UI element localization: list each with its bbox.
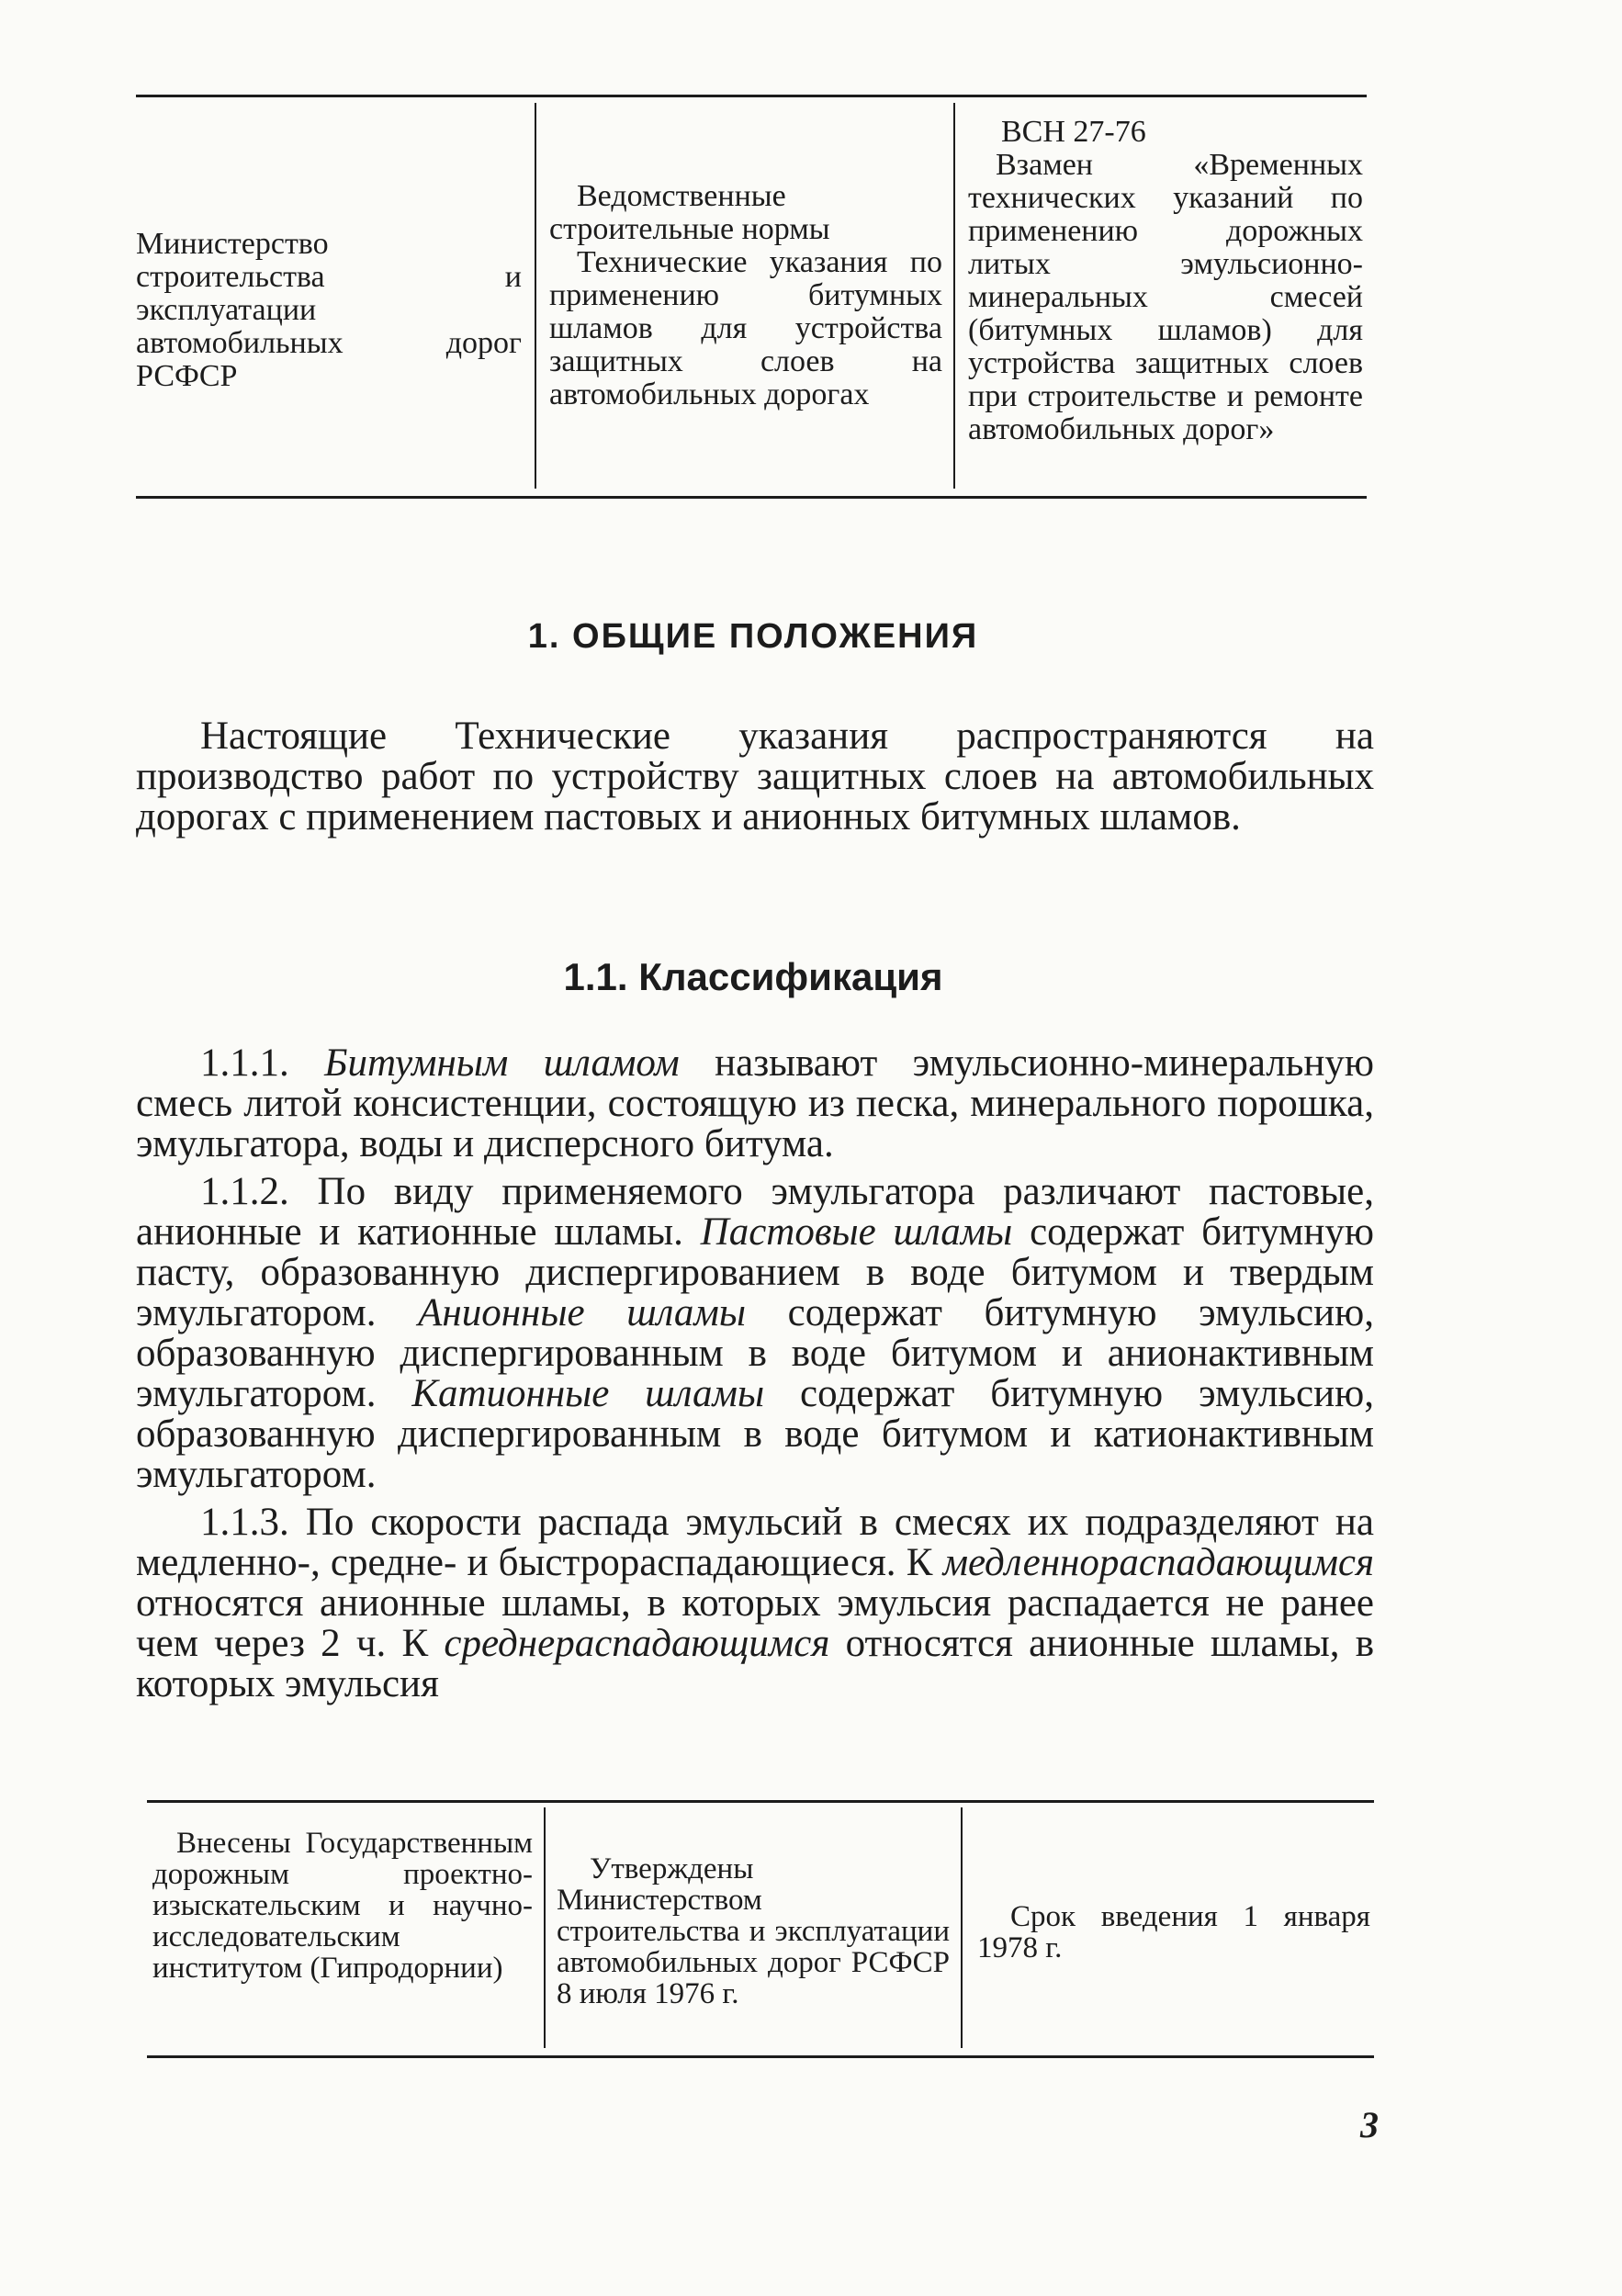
paragraph-1-1-2 (136, 1172, 1374, 1495)
paragraph-1-1-1 (136, 1043, 1374, 1165)
submitted-text: Внесены Государственным дорожным проектно-изыскательским и научно-исследовательским институтом (Гипродорнии) (152, 1827, 533, 1985)
p3-text-c: относятся анионные шламы, в которых эмульсия (136, 1622, 1375, 1705)
p3-term-medium: среднераспадающимся (444, 1622, 830, 1665)
header-divider-2 (953, 103, 955, 489)
footer-divider-2 (961, 1807, 963, 2048)
header-divider-1 (535, 103, 536, 489)
footer-divider-1 (544, 1807, 546, 2048)
header-bottom-rule (136, 496, 1367, 499)
subsection-title: 1.1. Классификация (563, 955, 943, 998)
p2-text-a: 1.1.2. По виду применяемого эмульгатора различают пастовые, анионные и катионные шламы. (136, 1170, 1374, 1254)
p1-number: 1.1.1. (200, 1041, 289, 1085)
classification-text (136, 1043, 1374, 1712)
paragraph-1-1-3 (136, 1503, 1374, 1705)
header-top-rule (136, 95, 1367, 97)
section-title: 1. ОБЩИЕ ПОЛОЖЕНИЯ (527, 617, 979, 656)
norms-type: Ведомственные строительные нормы (549, 179, 830, 246)
p2-term-paste: Пастовые шламы (700, 1210, 1013, 1254)
p1-term: Битумным шламом (324, 1041, 680, 1085)
footer-top-rule (147, 1800, 1374, 1803)
effective-text: Срок введения 1 января 1978 г. (977, 1900, 1370, 1964)
footer-bottom-rule (147, 2055, 1374, 2058)
approved-text: Утверждены Министерством строительства и эксплуатации автомобильных дорог РСФСР 8 июля 1976 г. (557, 1852, 950, 2010)
code-cell (968, 116, 1363, 446)
ministry-text: Министерство строительства и эксплуатации автомобильных дорог РСФСР (136, 227, 522, 393)
norms-title: Технические указания по применению битумных шламов для устройства защитных слоев на автомобильных дорогах (549, 245, 942, 411)
document-code: ВСН 27-76 (1001, 115, 1146, 149)
replaces-text: Взамен «Временных технических указаний по применению дорожных литых эмульсионно-минеральных смесей (битумных шламов) для устройства защитных слоев при строительстве и ремонте автомобильных дорог» (968, 148, 1363, 446)
page-number: 3 (1360, 2104, 1379, 2145)
p2-text-d: содержат битумную эмульсию, образованную диспергированным в воде битумом и катионактивным эмульгатором. (136, 1372, 1375, 1496)
ministry-cell (136, 228, 522, 393)
p3-text-a: 1.1.3. По скорости распада эмульсий в смесях их подразделяют на медленно-, средне- и быстрораспадающиеся. К (136, 1501, 1374, 1584)
p1-text: называют эмульсионно-минеральную смесь литой консистенции, состоящую из песка, минерального порошка, эмульгатора, воды и дисперсного битума. (136, 1041, 1375, 1165)
p3-term-slow: медленнораспадающимся (942, 1541, 1374, 1584)
p2-term-anionic: Анионные шламы (418, 1291, 746, 1334)
intro-paragraph-block (136, 716, 1374, 845)
p2-text-b: содержат битумную пасту, образованную диспергированием в воде битумом и твердым эмульгатором. (136, 1210, 1374, 1334)
norms-cell (549, 180, 942, 411)
intro-paragraph: Настоящие Технические указания распространяются на производство работ по устройству защитных слоев на автомобильных дорогах с применением пастовых и анионных битумных шламов. (136, 715, 1374, 838)
p3-text-b: относятся анионные шламы, в которых эмульсия распадается не ранее чем через 2 ч. К (136, 1581, 1374, 1665)
effective-cell (977, 1901, 1370, 1964)
p2-text-c: содержат битумную эмульсию, образованную диспергированным в воде битумом и анионактивным эмульгатором. (136, 1291, 1375, 1415)
p2-term-cationic: Катионные шламы (411, 1372, 765, 1415)
approved-cell (557, 1853, 950, 2009)
submitted-cell (152, 1828, 533, 1984)
